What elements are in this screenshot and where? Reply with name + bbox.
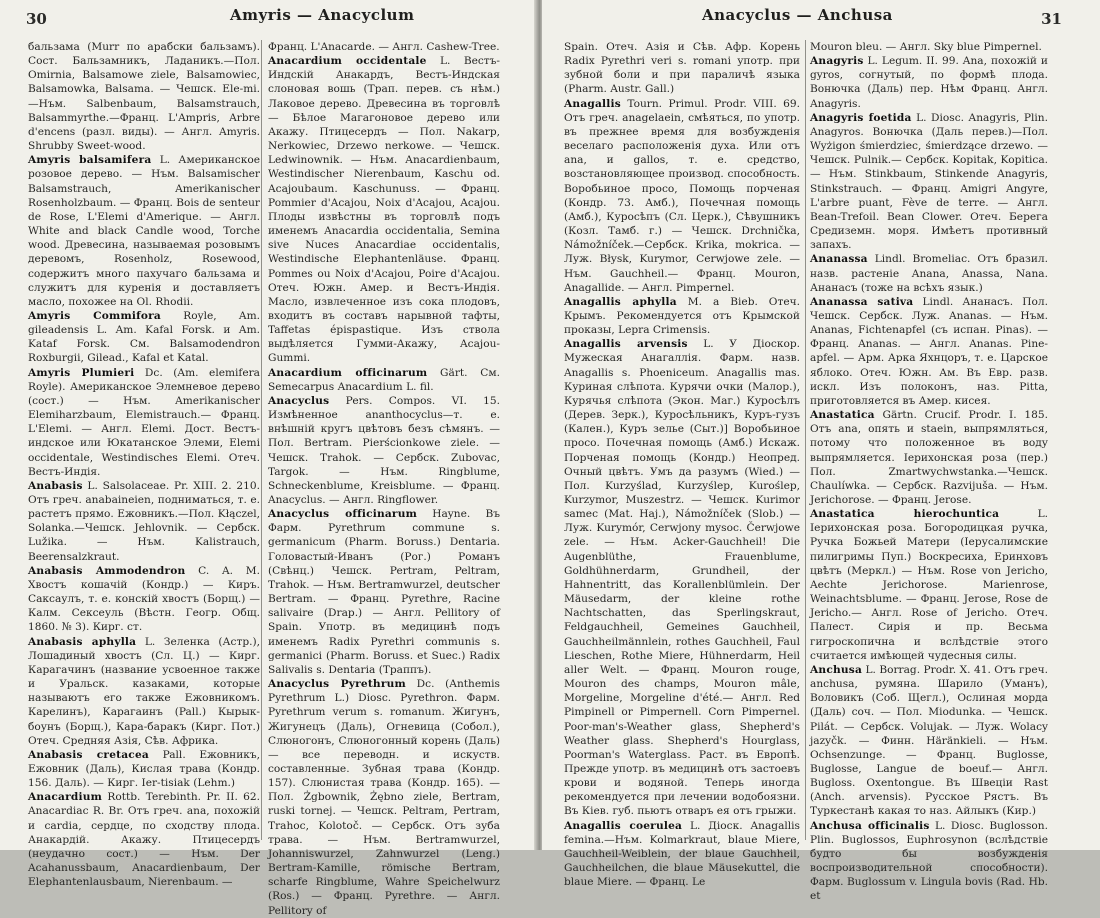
entry-text: L. Salsolaceae. Pr. XIII. 2. 210. Отъ греч. anabaineien, подниматься, т. е. растетъ прямо. Ежовникъ.—Пол. Kłączel, Solanka.—Чешск. Jehlovnik. — Сербск. Lužika. — Нъм. Kalistrauch, Beerensalzkraut. [28,479,260,563]
entry-headword: Anchusa [810,663,863,676]
entry-headword: Anabasis Ammodendron [28,564,186,577]
entry-headword: Anagallis arvensis [564,338,688,351]
entry-text: C. A. M. Хвостъ кошачій (Кондр.) — Киръ. Саксаулъ, т. е. конскій хвостъ (Борщ.) — Калм. Сексеуль (Вѣстн. Геогр. Общ. 1860. № 3). Кирг. ст. [28,564,260,634]
dictionary-entry [28,309,260,366]
entry-headword: Anagallis [564,97,621,110]
entry-text: L. Вестъ-Индскій Анакардъ, Вестъ-Индская слоновая вошь (Трап. перев. съ нѣм.) Лаковое дерево. Древесина въ торговлѣ — Бѣлое Магагоновое дерево или Акажу. Птицесердъ — Пол. Nakarp, Nerkowiec, Drzewo nerkowe. — Чешск. Ledwinownik. — Нъм. Anacardienbaum, Westindischer Nierenbaum, Kaschu od. Acajoubaum. Kaschunuss. — Франц. Pommier d'Acajou, Noix d'Acajou, Acajou. Плоды извѣстны въ торговлѣ подъ именемъ Anacardia occidentalia, Semina sive Nuces Anacardiae occidentalis, Westindische Elephantenläuse. Франц. Pommes ou Noix d'Acajou, Poire d'Acajou. Отеч. Южн. Амер. и Вестъ-Индія. Масло, извлеченное изъ сока плодовъ, входитъ въ составъ нарывной тафты, Taffetas épispastique. Изъ ствола выдѣляется Гумми-Акажу, Acajou-Gummi. [268,55,500,365]
entry-continuation [810,40,1048,54]
entry-text: Spain. Отеч. Азія и Сѣв. Афр. Корень Radix Pyrethri veri s. romani употр. при зубной боли и при параличѣ языка (Pharm. Austr. Gall.) [564,41,800,96]
entry-headword: Anchusa officinalis [810,819,930,832]
entry-text: Pers. Compos. VI. 15. Измѣненное ananthocyclus—т. е. внѣшній кругъ цвѣтовъ безъ сѣмянъ. — Пол. Bertram. Pierścionkowe ziele. — Чешск. Trahok. — Сербск. Zubovac, Targok. — Нъм. Ringblume, Schneckenblume, Kreisblume. — Франц. Anacyclus. — Англ. Ringflower. [268,394,500,506]
dictionary-entry [810,252,1048,294]
entry-text: L. Diosc. Buglosson. Plin. Buglossos, Euphrosynon (вслѣдствіе будто бы возбужденія воспроизводительной способности). Фарм. Buglossum v. Lingula bovis (Rad. Hb. et [810,819,1048,903]
entry-headword: Anacardium officinarum [268,366,428,379]
entry-headword: Amyris Plumieri [28,366,135,379]
entry-text: L. Legum. II. 99. Ana, похожій и gyros, согнутый, по формѣ плода. Вонючка (Даль) пер. Нѣм Франц. Англ. Anagyris. [810,55,1048,110]
entry-headword: Anagyris [810,55,864,68]
entry-headword: Anacyclus [268,394,330,407]
column-rule-right [805,40,806,840]
entry-text: Gärt. См. Semecarpus Anacardium L. fil. [268,366,500,393]
dictionary-entry [564,819,800,890]
entry-text: M. a Bieb. Отеч. Крымъ. Рекомендуется отъ Крымской проказы, Lepra Crimensis. [564,295,800,337]
entry-continuation [564,40,800,97]
entry-text: Mouron bleu. — Англ. Sky blue Pimpernel. [810,41,1042,53]
dictionary-entry [28,748,260,790]
dictionary-entry [564,97,800,295]
entry-text: L. Американское розовое дерево. — Нъм. Balsamischer Balsamstrauch, Amerikanischer Rosenholzbaum. — Франц. Bois de senteur de Rose, L'Elemi d'Amerique. — Англ. White and black Candle wood, Torche wood. Древесина, называемая розовымъ деревомъ, Rosenholz, Rosewood, содержитъ много пахучаго бальзама и служитъ для куренія и доставляетъ масло, похожее на Ol. Rhodii. [28,154,261,308]
dictionary-entry [268,54,500,365]
entry-text: L. У Діоскор. Мужеская Анагаллія. Фарм. назв. Anagallis s. Phoeniceum. Anagallis mas. Куриная слѣпота. Курячи очки (Малор.), Курячья слѣпота (Экон. Маг.) Куросѣлъ (Дерев. Зерк.), Куросѣльникъ, Куръ-гузъ (Кален.), Куръ зелье (Сыт.)] Воробьиное просо. Почечная помощь (Амб.) Искаж. Порченая помощь (Кондр.) Неопред. Очный цвѣтъ. Умъ да разумъ (Wied.) — Пол. Kurzyślad, Kurzyślep, Kuroślep, Kurzymor, Muszestrz. — Чешск. Kurimor samec (Mat. Haj.), Námožníček (Slob.) — Луж. Kurymór, Cerwjony mysoc. Čerwjowe zele. — Нъм. Acker-Gauchheil! Die Augenblüthe, Frauenblume, Goldhühnerdarm, Grundheil, der Hahnentritt, das Korallenblümlein. Der Mäusedarm, der kleine rothe Nachtschatten, das Sperlingskraut, Feldgauchheil, Gemeines Gauchheil, Gauchheilmännlein, rothes Gauchheil, Faul Lieschen, Rothe Miere, Hühnerdarm, Heil aller Welt. — Франц. Mouron rouge, Mouron des champs, Mouron mâle, Morgeline, Morgeline d'été.— Англ. Red Pimpinell or Pimpernell. Corn Pimpernel. Poor-man's-Weather glass, Shepherd's Weather glass. Shepherd's Hourglass, Poorman's Waterglass. Раст. въ Европѣ. Прежде употр. въ медицинѣ отъ застоевъ крови и водяной. Теперь иногда рекомендуется при лечении водобоязни. Въ Кіев. губ. пьютъ отваръ ея отъ грыжи. [564,338,800,818]
dictionary-entry [564,295,800,337]
entry-text: Hayne. Въ Фарм. Pyrethrum commune s. germanicum (Pharm. Boruss.) Dentaria. Головастый-Иванъ (Рог.) Романъ (Свѣнц.) Чешск. Pertram, Peltram, Trahok. — Нъм. Bertramwurzel, deutscher Bertram. — Франц. Pyrethre, Racine salivaire (Drap.) — Англ. Pellitory of Spain. Употр. въ медицинѣ подъ именемъ Radix Pyrethri communis s. germanici (Pharm. Boruss. et Suec.) Radix Salivalis s. Dentaria (Траппъ). [268,508,500,676]
entry-headword: Anagyris foetida [810,111,912,124]
entry-text: Rottb. Terebinth. Pr. II. 62. Anacardiac R. Br. Отъ греч. ana, похожій и cardia, сердце, по сходству плода. Анакардій. Акажу. Птицесердъ (неудачно сост.) — Нъм. Der Acahanussbaum, Anacardienbaum, Der Elephantenlausbaum, Nierenbaum. — [28,791,260,889]
dictionary-entry [28,366,260,479]
entry-text: Dc. (Am. elemifera Royle). Американское Элемневое дерево (сост.) — Нъм. Amerikanischer Elemiharzbaum, Elemistrauch.— Франц. L'Elemi. — Англ. Elemi. Дост. Вестъ-индское или Юкатанское Элеми, Elemi occidentale, Westindisches Elemi. Отеч. Вестъ-Индія. [28,366,260,478]
dictionary-entry [810,507,1048,663]
right-page [542,0,1100,903]
entry-text: L. Діоск. Anagallis femina.—Нъм. Kolmarkraut, blaue Miere, Gauchheil-Weiblein, der blaue Gauchheil, Gauchheilchen, die blaue Mäusekuttel, die blaue Miere. — Франц. Le [564,819,800,889]
entry-headword: Anacyclus officinarum [268,508,418,521]
entry-headword: Anacardium occidentale [268,55,427,68]
entry-text: L. Зеленка (Астр.), Лошадиный хвостъ (Сл. Ц.) — Кирг. Карагачинъ (название усвоенное также и Уральск. казаками, которые называютъ его также Ежовникомъ. Карелинъ), Карагаинъ (Pall.) Кырык-боунъ (Борщ.), Кара-баракъ (Кирг. Пот.) Отеч. Средняя Азія, Сѣв. Африка. [28,635,260,747]
dictionary-entry [28,790,260,889]
entry-text: Lindl. Ананасъ. Пол. Чешск. Сербск. Луж. Ananas. — Нъм. Ananas, Fichtenapfel (съ испан. Pinas). — Франц. Ananas. — Англ. Ananas. Pine-apfel. — Арм. Арка Яхнцоръ, т. е. Царское яблоко. Отеч. Южн. Ам. Въ Евр. разв. искл. Изъ полоконъ, наз. Pitta, приготовляется въ Амер. кисея. [810,295,1048,407]
entry-text: Dc. (Anthemis Pyrethrum L.) Diosc. Pyrethron. Фарм. Pyrethrum verum s. romanum. Жигунъ, Жигунецъ (Даль), Огневица (Собол.), Слюногонъ, Слюногонный корень (Даль) — все переводн. и искуств. составленные. Зубная трава (Кондр. 157). Слюнистая трава (Кондр. 165). — Пол. Żgbownik, Żębno ziele, Bertram, ruski tornej. — Чешск. Peltram, Pertram, Trahoc, Kolotoč. — Сербск. Отъ зуба трава. — Нъм. Bertramwurzel, Johanniswurzel, Zahnwurzel (Leng.) Bertram-Kamille, römische Bertram, scharfe Ringblume, Wahre Speichelwurz (Ros.) — Франц. Pyrethre. — Англ. Pellitory of [268,678,500,917]
entry-headword: Anacardium [28,791,103,804]
dictionary-entry [810,295,1048,408]
dictionary-entry [810,819,1048,904]
entry-text: L. Diosc. Anagyris, Plin. Anagyros. Вонючка (Даль перев.)—Пол. Wyżigon śmierdziec, śmierdzące drzewo. — Чешск. Pulnik.— Сербск. Kopitak, Kopitica. — Нъм. Stinkbaum, Stinkende Anagyris, Stinkstrauch. — Франц. Amigri Angyre, L'arbre puant, Fève de terre. — Англ. Bean-Trefoil. Bean Clower. Отеч. Берега Средиземн. моря. Имѣетъ противный запахъ. [810,111,1048,252]
page-number-right: 31 [1041,10,1062,28]
entry-headword: Ananassa [810,253,868,266]
left-column-1 [28,40,260,889]
entry-text: L. Іерихонская роза. Богородицкая ручка, Ручка Божьей Матери (Іерусалимские пилигримы Пуп.) Воскресиха, Еринховъ цвѣтъ (Меркл.) — Нъм. Rose von Jericho, Aechte Jerichorose. Marienrose, Weinachtsblume. — Франц. Jerose, Rose de Jericho.— Англ. Rose of Jericho. Отеч. Палест. Сирія и пр. Весьма гигроскопична и вслѣдствіе этого считается имѣющей чудесныя силы. [810,508,1048,662]
dictionary-entry [28,635,260,748]
dictionary-entry [810,663,1048,819]
entry-headword: Anastatica [810,409,875,422]
entry-text: Франц. L'Anacarde. — Англ. Cashew-Tree. [268,41,500,53]
entry-text: Lindl. Bromeliac. Отъ бразил. назв. растеніе Anana, Anassa, Nana. Ананасъ (тоже на всѣхъ язык.) [810,253,1048,294]
entry-text: Gärtn. Crucif. Prodr. I. 185. Отъ ana, опять и staein, выпрямляться, потому что положенное въ воду выпрямляется. Іерихонская роза (пер.) Пол. Zmartwychwstanka.—Чешск. Chaulíwka. — Сербск. Razvijuša. — Нъм. Jerichorose. — Франц. Jerose. [810,409,1048,506]
dictionary-entry [268,677,500,918]
left-page [0,0,536,917]
entry-headword: Anabasis [28,479,83,492]
entry-headword: Amyris balsamifera [28,154,152,167]
entry-headword: Anabasis aphylla [28,635,137,648]
dictionary-entry [28,153,260,309]
entry-continuation [28,40,260,153]
dictionary-entry [564,337,800,818]
entry-text: Tourn. Primul. Prodr. VIII. 69. Отъ греч. anagelaein, смѣяться, по употр. въ прежнее время для возбужденія веселаго расположенія духа. Или отъ ana, и gallos, т. е. средство, возстановляющее производ. способность. Воробьиное просо, Помощь порченая (Кондр. 73. Амб.), Почечная помощь (Амб.), Куросѣпъ (Сл. Церк.), Сѣвушникъ (Козл. Тамб. г.) — Чешск. Drchnička, Námožníček.—Сербск. Krika, mokrica. — Луж. Błysk, Kurymor, Cerwjowe zele. — Нъм. Gauchheil.— Франц. Mouron, Anagallide. — Англ. Pimpernel. [564,97,800,294]
page-number-left: 30 [26,10,47,28]
running-head-left: Amyris — Anacyclum [230,6,415,24]
dictionary-entry [810,408,1048,507]
entry-headword: Anabasis cretacea [28,748,149,761]
right-column-2 [810,40,1048,904]
entry-text: Pall. Ежовникъ, Ежовник (Даль), Кислая трава (Кондр. 156. Даль). — Кирг. Ier-tisiak (Lehm.) [28,748,260,790]
entry-text: Royle, Am. gileadensis L. Am. Kafal Forsk. и Am. Kataf Forsk. См. Balsamodendron Roxburgii, Gilead., Kafal et Katal. [28,309,260,365]
entry-text: бальзама (Murr по арабски бальзамъ). Сост. Бальзамникъ, Ладаникъ.—Пол. Omirnia, Balsamowe ziele, Balsamowiec, Balsamowka, Balsama. — Чешск. Ele-mi.—Нъм. Salbenbaum, Balsamstrauch, Balsammyrthe.—Франц. L'Ampris, Arbre d'encens (разл. виды). — Англ. Amyris. Shrubby Sweet-wood. [28,41,260,153]
dictionary-entry [268,507,500,677]
entry-headword: Ananassa sativa [810,295,914,308]
running-head-right: Anacyclus — Anchusa [702,6,893,24]
entry-continuation [268,40,500,54]
entry-text: L. Borrag. Prodr. X. 41. Отъ греч. anchusa, румяна. Шарило (Уманъ), Воловикъ (Соб. Щегл.), Ослиная морда (Даль) соч. — Пол. Miodunka. — Чешск. Pilát. — Сербск. Volujak. — Луж. Wolacy jazyčk. — Финн. Häränkieli. — Нъм. Ochsenzunge. — Франц. Buglosse, Buglosse, Langue de boeuf.— Англ. Bugloss. Oxentongue. Въ Швеціи Rast (Anch. arvensis). Русское Рястъ. Въ Туркестанѣ какая то наз. Айлыкъ (Кир.) [810,663,1048,818]
column-rule-left [261,40,262,840]
entry-headword: Anastatica hierochuntica [810,508,1000,521]
right-column-1 [564,40,800,889]
entry-headword: Anacyclus Pyrethrum [268,678,406,691]
entry-headword: Amyris Commifora [28,309,161,322]
dictionary-entry [268,394,500,507]
left-column-2 [268,40,500,918]
dictionary-entry [28,564,260,635]
dictionary-entry [268,366,500,394]
dictionary-entry [810,54,1048,111]
dictionary-entry [810,111,1048,253]
dictionary-entry [28,479,260,564]
entry-headword: Anagallis aphylla [564,295,677,308]
entry-headword: Anagallis coerulea [564,819,683,832]
